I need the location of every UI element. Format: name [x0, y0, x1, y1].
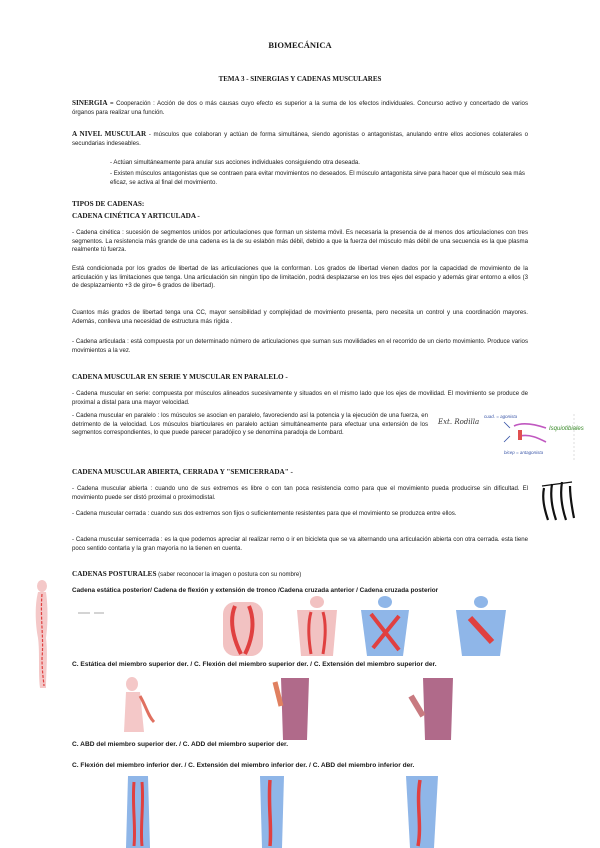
cruzada-posterior-figure: [450, 596, 512, 658]
trunk-figure-2: [287, 596, 347, 658]
page-subtitle: TEMA 3 - SINERGIAS Y CADENAS MUSCULARES: [218, 75, 382, 83]
handwritten-note: [434, 412, 584, 462]
abierta-p1: - Cadena muscular abierta : cuando uno de sus extremos es libre o con tan poca resistencia como para que el movimiento pueda producirse sin dificultad. El movimiento puede ser distó proximal o proximodistal.: [72, 485, 528, 501]
row2-caption: C. Estática del miembro superior der. / C. Flexión del miembro superior der. / C. Extensión del miembro superior der.: [72, 661, 437, 668]
cinetica-p1: - Cadena cinética : sucesión de segmentos unidos por articulaciones que forman un sistema móvil. Es necesaria la presencia de al menos dos articulaciones con tres segmentos. La resistencia más grande de una cadena es la de su eslabón más débil, debido a que la fuerza del músculo más débil de una secuencia es la que plasma realmente tú fuerza.: [72, 229, 528, 254]
row3-caption: C. ABD del miembro superior der. / C. ADD del miembro superior der.: [72, 741, 289, 748]
nivel-bullet-1: - Actúan simultáneamente para anular sus acciones individuales consiguiendo otra deseada.: [110, 159, 361, 166]
sinergia-text: = Cooperación : Acción de dos o más causas cuyo efecto es superior a la suma de los efectos individuales. Concurso activo y concertado de varios órganos para realizar una función.: [72, 100, 528, 116]
flexion-superior-figure: [265, 676, 325, 742]
flexion-inferior-figure: [118, 776, 158, 848]
tipos-heading: TIPOS DE CADENAS:: [72, 200, 145, 208]
cinetica-p4: - Cadena articulada : está compuesta por un determinado número de articulaciones que suman sus movilidades en el recorrido de un cierto movimiento. Produce varios movimientos a la vez.: [72, 338, 528, 354]
posturales-heading-line: [72, 570, 301, 580]
page-title: BIOMECÁNICA: [268, 40, 332, 50]
abierta-p2: - Cadena muscular cerrada : cuando sus dos extremos son fijos o suficientemente resistentes para que el movimiento se produzca entre ellos.: [72, 510, 457, 517]
serie-p1: - Cadena muscular en serie: compuesta por músculos alineados sucesivamente y situados en el mismo lado que los ejes de movilidad. El movimiento se produce de proximal a distal para una mayor velocidad.: [72, 390, 528, 406]
abierta-p3: - Cadena muscular semicerrada : es la que podemos apreciar al realizar remo o ir en bicicleta que se va alternando una articulación abierta con otra cerrada. esta tiene poco sentido contarla y la gran mayoría no la tienen en cuenta.: [72, 536, 528, 552]
sinergia-term: SINERGIA: [72, 99, 108, 107]
nivel-term: A NIVEL MUSCULAR: [72, 130, 147, 138]
serie-heading: CADENA MUSCULAR EN SERIE Y MUSCULAR EN PARALELO -: [72, 373, 288, 381]
static-posterior-figure: [28, 578, 58, 690]
small-annotation-mark: [78, 610, 108, 616]
abd-inferior-figure: [398, 776, 446, 848]
hw-cuad: cuad. = agonista: [484, 414, 518, 419]
estatica-superior-figure: [118, 676, 158, 734]
cruzada-anterior-figure: [355, 596, 415, 658]
sinergia-paragraph: [72, 99, 528, 117]
cinetica-p2: Está condicionada por los grados de libertad de las articulaciones que la conforman. Los grados de libertad vienen dados por la capacidad de movimiento de la articulación y las limitaciones que tenga. Una articulación sin ningún tipo de limitación, podrá desplazarse en los tres ejes del espacio y además girar entorno a ellos (3 de desplazamiento +3 de giro= 6 grados de libertad).: [72, 265, 528, 290]
hw-isquio: Isquiotibiales: [549, 426, 584, 432]
nivel-text: - músculos que colaboran y actúan de forma simultánea, siendo agonistas o antagonistas, anulando entre ellos acciones colaterales o secundarias indeseables.: [72, 131, 528, 147]
nivel-bullet-2: - Existen músculos antagonistas que se contraen para evitar movimientos no deseados. El músculo antagonista sirve para hacer que el músculo sea más eficaz, se activa al final del movimiento.: [110, 170, 525, 186]
cinetica-heading: CADENA CINÉTICA Y ARTICULADA -: [72, 212, 200, 220]
serie-p2: - Cadena muscular en paralelo : los músculos se asocian en paralelo, favoreciendo así la potencia y la ejecución de una fuerza, en detrimento de la velocidad. Los músculos biarticulares en paralelo actúan simultáneamente para efectuar una extensión de los segmentos correspondientes, lo que puede parecer paradójico y se denomina paradoja de Lombard.: [72, 412, 428, 437]
nivel-paragraph: [72, 130, 528, 148]
row4-caption: C. Flexión del miembro inferior der. / C. Extensión del miembro inferior der. / C. ABD del miembro inferior der.: [72, 762, 415, 769]
extension-superior-figure: [403, 676, 473, 742]
hw-ext: Ext. Rodilla: [438, 418, 480, 426]
cinetica-p3: Cuantos más grados de libertad tenga una CC, mayor sensibilidad y complejidad de movimiento presenta, pero necesita un control y una coordinación mayores. Además, conlleva una necesidad de estructura más rígida .: [72, 309, 528, 325]
extension-inferior-figure: [252, 776, 292, 848]
hw-bicep: bicep = antagonista: [504, 450, 544, 455]
flexion-extension-trunk-figure: [215, 598, 275, 658]
abierta-heading: CADENA MUSCULAR ABIERTA, CERRADA Y "SEMICERRADA" -: [72, 468, 293, 476]
posturales-heading: CADENAS POSTURALES: [72, 570, 157, 578]
muscle-chain-sketch: [540, 478, 580, 523]
row1-caption: Cadena estática posterior/ Cadena de flexión y extensión de tronco /Cadena cruzada anterior / Cadena cruzada posterior: [72, 587, 439, 594]
posturales-note: (saber reconocer la imagen o postura con su nombre): [156, 572, 302, 578]
